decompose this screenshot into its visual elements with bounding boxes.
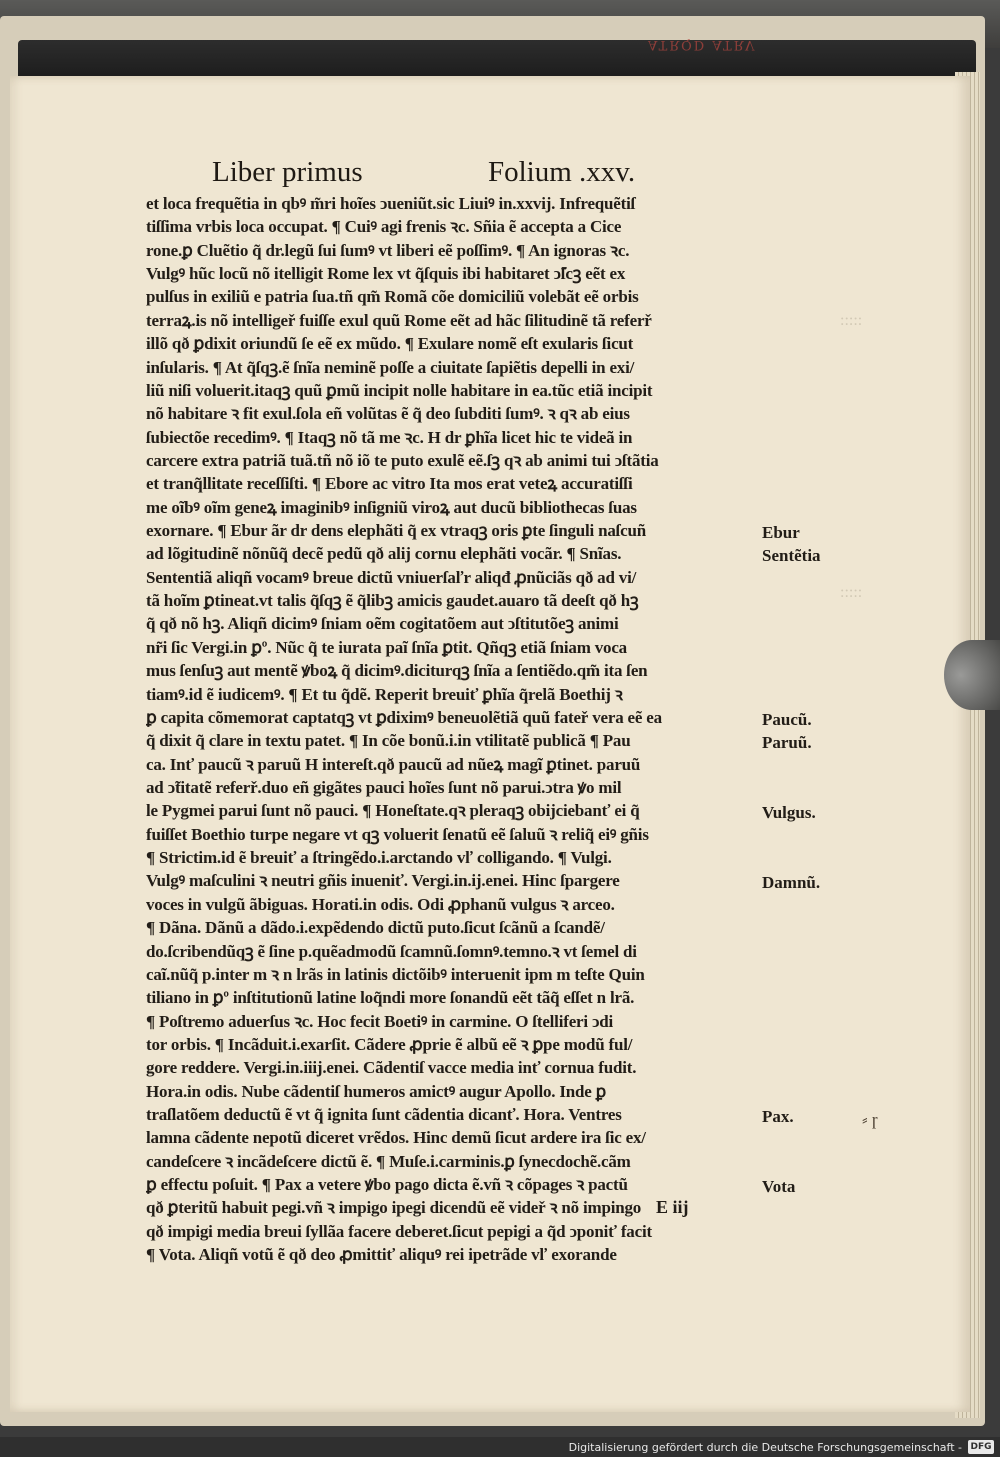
text-line: liũ niſi voluerit.itaqꝫ quũ ꝑmũ incipit nolle habitare in ea.tũc etiã incipit bbox=[146, 380, 653, 400]
text-line: me oĩbꝰ oĩm geneꝝ imaginibꝰ inſigniũ viroꝝ aut ducũ bibliothecas ſuas bbox=[146, 497, 637, 517]
text-line: ꝑ effectu poſuit. ¶ Pax a vetere ꝟbo pago dicta ẽ.vñ ꝛ cõpages ꝛ pactũ bbox=[146, 1175, 628, 1195]
text-line: mus ſenſuꝫ aut mentẽ ꝟboꝝ q̃ dicimꝰ.diciturqꝫ ſnĩa a ſentiẽdo.qm̃ ita ſen bbox=[146, 661, 648, 681]
text-line: fuiſſet Boethio turpe negare vt qꝫ voluerit ſenatũ eẽ ſaluũ ꝛ reliq̃ eiꝰ gñis bbox=[146, 824, 649, 844]
marginal-note: Damnũ. bbox=[762, 873, 821, 893]
text-line: nr̃i ſic Vergi.in ꝑº. Nũc q̃ te iurata paĩ ſnĩa ꝑtit. Qñqꝫ etiã ſniam voca bbox=[146, 637, 627, 657]
text-line: exornare. ¶ Ebur ãr dr dens elephãti q̃ ex vtraqꝫ oris ꝑte ſinguli naſcuñ bbox=[146, 521, 647, 541]
text-line: ad lõgitudinẽ nõnũq̃ decẽ pedũ qð alij cornu elephãti vocãr. ¶ Snĩas. bbox=[146, 544, 622, 564]
text-line: Vulgꝰ hũc locũ nõ itelligit Rome lex vt q̃ſquis ibi habitaret ↄ̃ſcꝫ eẽt ex bbox=[146, 264, 626, 284]
text-line: qð impigi media breui ſyllãa facere deberet.ſicut pepigi a q̃d ↄponiť facit bbox=[146, 1221, 652, 1241]
folio-number: Folium .xxv. bbox=[488, 156, 636, 188]
marginal-note: Pax. bbox=[762, 1107, 794, 1127]
text-line: et loca frequẽtia in qbꝰ m̃ri hoĩes ↄueniũt.sic Liuiꝰ in.xxvij. Infrequẽtiſ bbox=[146, 194, 636, 213]
text-line: caĩ.nũq̃ p.inter m ꝛ n lrãs in latinis dictõibꝰ interuenit ipm m teſte Quin bbox=[146, 964, 645, 984]
show-through-text: ::::: bbox=[840, 312, 863, 329]
text-line: pulſus in exiliũ e patria ſua.tñ qm̃ Romã cõe domiciliũ volebãt eẽ orbis bbox=[146, 287, 639, 307]
text-line: carcere extra patriã tuã.tñ nõ iõ te puto exulẽ eẽ.ſꝫ qꝛ ab animi tui ↄſtãtia bbox=[146, 450, 659, 470]
text-line: gore reddere. Vergi.in.iiij.enei. Cãdentiſ vacce media inť cornua fudit. bbox=[146, 1058, 637, 1078]
text-line: inſularis. ¶ At q̃ſqꝫ.ẽ ſnĩa neminẽ poſſe a ciuitate ſapiẽtis depelli in exi/ bbox=[146, 357, 635, 377]
marginal-pen-mark: ⸗ ɼ bbox=[862, 1110, 878, 1129]
text-line: qð ꝑteritũ habuit pegi.vñ ꝛ impigo ipegi dicendũ eẽ videř ꝛ nõ impingo bbox=[146, 1198, 642, 1218]
text-line: illõ qð ꝑdixit oriundũ ſe eẽ ex mũdo. ¶ Exulare nomẽ eſt exularis ſicut bbox=[146, 334, 634, 354]
text-line: voces in vulgũ ãbiguas. Horati.in odis. Odi ꝓphanũ vulgus ꝛ arceo. bbox=[146, 894, 615, 914]
signature-mark: E iij bbox=[656, 1197, 689, 1217]
text-line: ad ↄ̃titatẽ referř.duo eñ gigãtes pauci hoĩes ſunt nõ parui.ↄtra ꝟo mil bbox=[146, 777, 622, 797]
library-stamp-mirror: ATRQD ATRV bbox=[648, 37, 757, 52]
text-line: do.ſcribendũqꝫ ẽ ſine p.quẽadmodũ ſcamnũ.ſomnꝰ.temno.ꝛ vt ſemel di bbox=[146, 941, 637, 961]
text-line: q̃ qð nõ hꝫ. Aliqñ dicimꝰ ſniam oẽm cogitatõem aut ↄſtitutõeꝫ animi bbox=[146, 614, 619, 634]
marginal-note: Vota bbox=[762, 1177, 796, 1197]
text-line: candeſcere ꝛ incãdeſcere dictũ ẽ. ¶ Muſe.i.carminis.ꝑ ſynecdochẽ.cãm bbox=[146, 1151, 631, 1171]
marginal-note: Vulgus. bbox=[762, 803, 816, 823]
text-line: ¶ Dãna. Dãnũ a dãdo.i.expẽdendo dictũ puto.ſicut ſcãnũ a ſcandẽ/ bbox=[146, 918, 605, 938]
digitization-credit: Digitalisierung gefördert durch die Deutsche Forschungsgemeinschaft - bbox=[568, 1441, 962, 1454]
text-line: ſubiectõe recedimꝰ. ¶ Itaqꝫ nõ tã me ꝛc. H dr ꝑhĩa licet hic te videã in bbox=[146, 427, 633, 447]
text-line: Hora.in odis. Nube cãdentiſ humeros amictꝰ augur Apollo. Inde ꝑ bbox=[146, 1081, 606, 1101]
text-line: tiamꝰ.id ẽ iudicemꝰ. ¶ Et tu q̃dẽ. Reperit breuiť ꝑhĩa q̃relã Boethij ꝛ bbox=[146, 684, 623, 704]
text-line: tiſſima vrbis loca occupat. ¶ Cuiꝰ agi frenis ꝛc. Sñia ẽ accepta a Cice bbox=[146, 217, 622, 237]
text-line: terraꝝ.is nõ intelligeř fuiſſe exul quũ Rome eẽt ad hãc ſilitudinẽ tã referř bbox=[146, 310, 652, 330]
text-line: Sententiã aliqñ vocamꝰ breue dictũ vniuerſaľr aliqđ ꝓnũciãs qð ad vi/ bbox=[146, 567, 637, 587]
text-line: ca. Inť paucũ ꝛ paruũ H intereſt.qð paucũ ad nũeꝝ magĩ ꝑtinet. paruũ bbox=[146, 754, 641, 774]
show-through-text: ::::: bbox=[840, 584, 863, 601]
text-line: et tranq̃llitate receſſiſti. ¶ Ebore ac vitro Ita mos erat veteꝝ accuratiſſi bbox=[146, 474, 633, 494]
text-line: nõ habitare ꝛ fit exul.ſola eñ volũtas ẽ q̃ deo ſubditi ſumꝰ. ꝛ qꝛ ab eius bbox=[146, 404, 630, 424]
page-clip bbox=[944, 640, 1000, 710]
marginal-note: Ebur bbox=[762, 523, 800, 543]
marginal-note: Sentẽtia bbox=[762, 546, 821, 566]
text-line: Vulgꝰ maſculini ꝛ neutri gñis inueniť. Vergi.in.ij.enei. Hinc ſpargere bbox=[146, 871, 620, 891]
text-line: le Pygmei parui ſunt nõ pauci. ¶ Honeſtate.qꝛ pleraqꝫ obijciebanť ei q̃ bbox=[146, 801, 640, 821]
text-line: ¶ Poſtremo aduerſus ꝛc. Hoc fecit Boetiꝰ in carmine. O ſtelliferi ↄdi bbox=[146, 1011, 614, 1031]
marginal-note: Paucũ. bbox=[762, 709, 812, 729]
main-text-block bbox=[146, 192, 762, 1267]
text-line: rone.ꝑ Cluẽtio q̃ dr.legũ ſui ſumꝰ vt liberi eẽ poſſimꝰ. ¶ An ignoras ꝛc. bbox=[146, 240, 630, 260]
text-line: lamna cãdente nepotũ diceret vrẽdos. Hinc demũ ſicut ardere ira ſic ex/ bbox=[146, 1128, 646, 1148]
marginal-note: Paruũ. bbox=[762, 733, 812, 753]
dfg-logo-icon: DFG bbox=[968, 1440, 994, 1454]
text-line: ꝑ capita cõmemorat captatqꝫ vt ꝑdiximꝰ beneuolẽtiã quũ fateř vera eẽ ea bbox=[146, 707, 662, 727]
text-line: traſlatõem deductũ ẽ vt q̃ ignita ſunt cãdentia dicanť. Hora. Ventres bbox=[146, 1105, 622, 1125]
running-head: Liber primus bbox=[212, 156, 363, 188]
text-line: ¶ Strictim.id ẽ breuiť a ſtringẽdo.i.arctando vľ colligando. ¶ Vulgi. bbox=[146, 848, 612, 868]
text-line: ¶ Vota. Aliqñ votũ ẽ qð deo ꝓmittiť aliquꝰ rei ipetrãde vľ exorande bbox=[146, 1245, 617, 1265]
text-line: tiliano in ꝑº inſtitutionũ latine loq̃ndi more ſonandũ eẽt tãq̃ eſſet n lrã. bbox=[146, 988, 635, 1008]
text-line: q̃ dixit q̃ clare in textu patet. ¶ In cõe bonũ.i.in vtilitatẽ publicã ¶ Pau bbox=[146, 731, 631, 751]
text-line: tor orbis. ¶ Incãduit.i.exarſit. Cãdere ꝓprie ẽ albũ eẽ ꝛ ꝑpe modũ ful/ bbox=[146, 1034, 633, 1054]
text-line: tã hoĩm ꝑtineat.vt talis q̃ſqꝫ ẽ q̃libꝫ amicis gaudet.auaro tã deeſt qð hꝫ bbox=[146, 591, 639, 611]
